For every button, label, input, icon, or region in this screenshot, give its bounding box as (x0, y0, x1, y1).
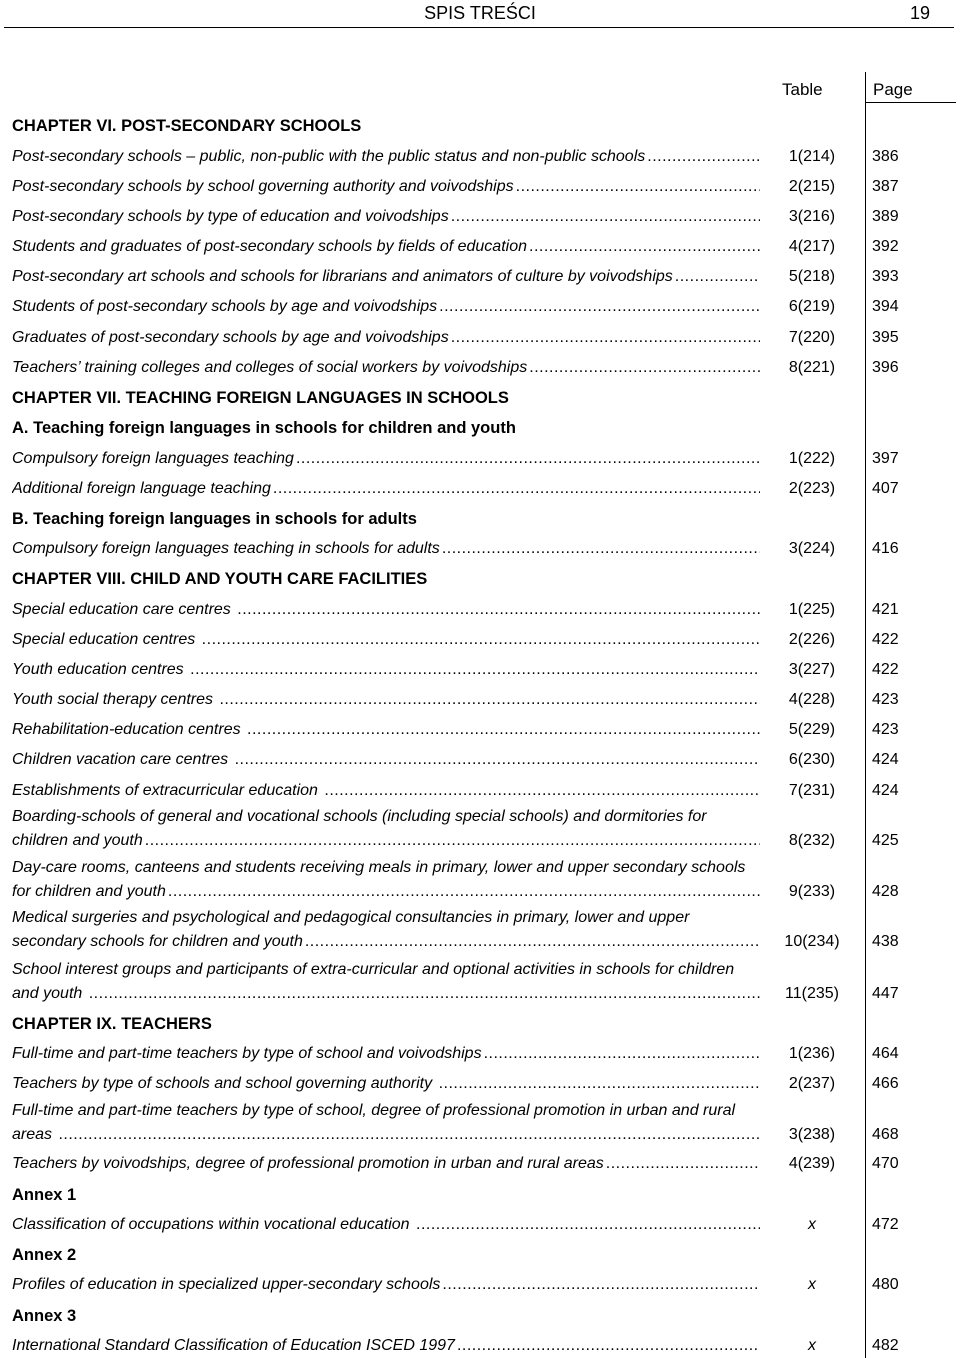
dot-leader (442, 540, 760, 557)
dot-leader (273, 480, 760, 497)
toc-entry-title (12, 718, 760, 742)
toc-entry-page-number: 394 (872, 298, 899, 315)
toc-entry-page-number: 424 (872, 782, 899, 799)
toc-entry-title (12, 145, 760, 169)
toc-entry-title (12, 356, 760, 380)
column-divider (865, 72, 866, 1358)
toc-entry-title (12, 1099, 760, 1147)
toc-entry-title (12, 235, 760, 259)
dot-leader (237, 601, 760, 618)
dot-leader (324, 782, 760, 799)
section-heading (12, 1012, 960, 1036)
toc-entry-title-line2 (12, 930, 760, 954)
toc-entry-page-number: 422 (872, 661, 899, 678)
toc-entry-table-number: 10(234) (784, 933, 840, 950)
toc-entry-title-line1: Medical surgeries and psychological and pedagogical consultancies in primary, lower and upper (12, 909, 690, 926)
toc-entry-title (12, 958, 760, 1006)
toc-entry-table-number: x (808, 1337, 816, 1354)
toc-entry-title (12, 1213, 760, 1237)
dot-leader (89, 985, 760, 1002)
section-heading-text: CHAPTER VI. POST-SECONDARY SCHOOLS (12, 117, 362, 135)
section-heading (12, 507, 960, 531)
dot-leader (529, 359, 760, 376)
dot-leader (451, 208, 760, 225)
toc-entry-title-line2 (12, 880, 760, 904)
toc-entry-table-number: 3(224) (788, 540, 836, 557)
toc-entry-page-number: 425 (872, 832, 899, 849)
toc-entry-title (12, 906, 760, 954)
toc-entry-title (12, 537, 760, 561)
section-heading-text: CHAPTER VIII. CHILD AND YOUTH CARE FACILITIES (12, 570, 428, 588)
section-heading-text: Annex 1 (12, 1186, 77, 1204)
toc-entry-title-text: Compulsory foreign languages teaching in schools for adults (12, 540, 440, 557)
dot-leader (451, 329, 760, 346)
toc-entry-title-text: Youth education centres (12, 661, 189, 678)
dot-leader (202, 631, 760, 648)
toc-entry-page-number: 472 (872, 1216, 899, 1233)
dot-leader (647, 148, 760, 165)
toc-entry-title-line1: Boarding-schools of general and vocational schools (including special schools) and dormitories for (12, 808, 707, 825)
toc-entry-title-text: Post-secondary schools by type of education and voivodships (12, 208, 449, 225)
toc-entry-table-number: 2(223) (788, 480, 836, 497)
section-heading (12, 386, 960, 410)
toc-entry-page-number: 424 (872, 751, 899, 768)
toc-entry-title (12, 779, 760, 803)
toc-entry-title (12, 477, 760, 501)
section-heading-text: Annex 3 (12, 1307, 77, 1325)
toc-entry-title (12, 1152, 760, 1176)
toc-entry-table-number: 3(216) (788, 208, 836, 225)
toc-entry-title (12, 598, 760, 622)
toc-entry-page-number: 396 (872, 359, 899, 376)
dot-leader (168, 883, 760, 900)
dot-leader (247, 721, 760, 738)
dot-leader (484, 1045, 760, 1062)
toc-entry-table-number: 8(232) (788, 832, 836, 849)
dot-leader (439, 298, 760, 315)
toc-entry-table-number: 2(215) (788, 178, 836, 195)
dot-leader (442, 1276, 760, 1293)
column-header-table: Table (782, 80, 823, 99)
toc-entry-title-text: Post-secondary schools by school governing authority and voivodships (12, 178, 514, 195)
toc-entry-title-text: Rehabilitation-education centres (12, 721, 246, 738)
toc-entry-title-text: Establishments of extracurricular education (12, 782, 323, 799)
toc-entry-title-text: Profiles of education in specialized upper-secondary schools (12, 1276, 441, 1293)
toc-entry-page-number: 397 (872, 450, 899, 467)
toc-entry-table-number: x (808, 1216, 816, 1233)
page-header (0, 0, 960, 28)
toc-entry-title-text: Teachers by type of schools and school governing authority (12, 1075, 437, 1092)
toc-entry-title (12, 295, 760, 319)
toc-entry-table-number: 3(238) (788, 1126, 836, 1143)
dot-leader (219, 691, 760, 708)
dot-leader (439, 1075, 760, 1092)
toc-entry-title (12, 175, 760, 199)
dot-leader (675, 268, 760, 285)
dot-leader (457, 1337, 760, 1354)
toc-entry-page-number: 421 (872, 601, 899, 618)
toc-entry-page-number: 482 (872, 1337, 899, 1354)
toc-entry-title-text: Special education centres (12, 631, 200, 648)
toc-entry-page-number: 466 (872, 1075, 899, 1092)
toc-entry-table-number: 3(227) (788, 661, 836, 678)
toc-entry-title-text: Special education care centres (12, 601, 236, 618)
toc-entry-title-line2 (12, 1123, 760, 1147)
column-header-rule (866, 102, 956, 103)
dot-leader (606, 1155, 760, 1172)
dot-leader (516, 178, 760, 195)
section-heading (12, 1183, 960, 1207)
toc-entry-title-text: Youth social therapy centres (12, 691, 218, 708)
toc-entry-table-number: 6(230) (788, 751, 836, 768)
toc-entry-title (12, 748, 760, 772)
toc-entry-table-number: 4(217) (788, 238, 836, 255)
dot-leader (190, 661, 760, 678)
section-heading (12, 416, 960, 440)
page-number: 19 (909, 3, 930, 23)
toc-entry-title-line1: Day-care rooms, canteens and students receiving meals in primary, lower and upper secondary schools (12, 859, 746, 876)
toc-entry-title-text: secondary schools for children and youth (12, 933, 303, 950)
toc-entry-table-number: 1(236) (788, 1045, 836, 1062)
toc-entry-title-line2 (12, 982, 760, 1006)
dot-leader (145, 832, 760, 849)
toc-entry-page-number: 428 (872, 883, 899, 900)
toc-entry-title (12, 856, 760, 904)
toc-entry-title-text: Post-secondary schools – public, non-public with the public status and non-public schools (12, 148, 646, 165)
toc-entry-page-number: 470 (872, 1155, 899, 1172)
toc-entry-table-number: 1(222) (788, 450, 836, 467)
header-rule (4, 27, 954, 28)
toc-entry-title (12, 658, 760, 682)
toc-entry-title-text: areas (12, 1126, 57, 1143)
toc-entry-title (12, 688, 760, 712)
toc-entry-title (12, 1334, 760, 1358)
toc-entry-title-text: Post-secondary art schools and schools for librarians and animators of culture by voivodships (12, 268, 673, 285)
toc-entry-page-number: 422 (872, 631, 899, 648)
section-heading (12, 114, 960, 138)
toc-entry-table-number: 7(231) (788, 782, 836, 799)
toc-entry-page-number: 480 (872, 1276, 899, 1293)
toc-entry-page-number: 393 (872, 268, 899, 285)
toc-entry-title-text: Additional foreign language teaching (12, 480, 271, 497)
section-heading-text: Annex 2 (12, 1246, 77, 1264)
toc-entry-page-number: 392 (872, 238, 899, 255)
section-heading (12, 567, 960, 591)
toc-entry-title (12, 1042, 760, 1066)
toc-entry-table-number: 9(233) (788, 883, 836, 900)
toc-entry-page-number: 386 (872, 148, 899, 165)
section-heading-text: B. Teaching foreign languages in schools for adults (12, 510, 417, 528)
section-heading (12, 1243, 960, 1267)
toc-entry-page-number: 423 (872, 721, 899, 738)
toc-entry-title-text: Classification of occupations within vocational education (12, 1216, 415, 1233)
toc-entry-title-text: Students of post-secondary schools by age and voivodships (12, 298, 438, 315)
toc-entry-title-text: Children vacation care centres (12, 751, 233, 768)
section-heading-text: CHAPTER IX. TEACHERS (12, 1015, 212, 1033)
page-header-title: SPIS TREŚCI (424, 3, 536, 23)
toc-entry-title (12, 447, 760, 471)
toc-entry-page-number: 438 (872, 933, 899, 950)
toc-entry-title (12, 265, 760, 289)
toc-entry-title-line1: Full-time and part-time teachers by type of school, degree of professional promotion in urban and rural (12, 1102, 736, 1119)
toc-entry-title (12, 1072, 760, 1096)
toc-entry-table-number: 4(228) (788, 691, 836, 708)
toc-entry-table-number: 5(218) (788, 268, 836, 285)
toc-entry-title (12, 805, 760, 853)
toc-entry-table-number: 1(225) (788, 601, 836, 618)
toc-entry-page-number: 447 (872, 985, 899, 1002)
toc-entry-table-number: 2(237) (788, 1075, 836, 1092)
section-heading-text: A. Teaching foreign languages in schools for children and youth (12, 419, 516, 437)
toc-entry-table-number: 5(229) (788, 721, 836, 738)
toc-entry-title-text: Students and graduates of post-secondary schools by fields of education (12, 238, 527, 255)
toc-entry-page-number: 395 (872, 329, 899, 346)
toc-entry-page-number: 423 (872, 691, 899, 708)
toc-entry-page-number: 407 (872, 480, 899, 497)
toc-entry-title-text: for children and youth (12, 883, 166, 900)
toc-entry-title-text: Compulsory foreign languages teaching (12, 450, 294, 467)
toc-entry-table-number: x (808, 1276, 816, 1293)
toc-entry-title-text: Teachers’ training colleges and colleges of social workers by voivodships (12, 359, 528, 376)
toc-entry-title-text: children and youth (12, 832, 143, 849)
toc-entry-table-number: 4(239) (788, 1155, 836, 1172)
toc-entry-page-number: 389 (872, 208, 899, 225)
toc-entry-table-number: 1(214) (788, 148, 836, 165)
toc-entry-table-number: 8(221) (788, 359, 836, 376)
toc-entry-title (12, 205, 760, 229)
toc-entry-title (12, 628, 760, 652)
dot-leader (235, 751, 760, 768)
toc-entry-title-text: Graduates of post-secondary schools by age and voivodships (12, 329, 449, 346)
toc-entry-page-number: 416 (872, 540, 899, 557)
toc-entry-title-text: Teachers by voivodships, degree of professional promotion in urban and rural areas (12, 1155, 604, 1172)
toc-entry-table-number: 7(220) (788, 329, 836, 346)
dot-leader (305, 933, 760, 950)
toc-entry-table-number: 6(219) (788, 298, 836, 315)
column-header-page: Page (873, 80, 913, 99)
toc-entry-title-text: and youth (12, 985, 87, 1002)
dot-leader (296, 450, 760, 467)
dot-leader (416, 1216, 760, 1233)
dot-leader (58, 1126, 760, 1143)
toc-entry-title-line1: School interest groups and participants of extra-curricular and optional activities in schools for children (12, 961, 735, 978)
toc-entry-page-number: 464 (872, 1045, 899, 1062)
toc-entry-title-text: Full-time and part-time teachers by type of school and voivodships (12, 1045, 482, 1062)
toc-entry-page-number: 387 (872, 178, 899, 195)
section-heading-text: CHAPTER VII. TEACHING FOREIGN LANGUAGES IN SCHOOLS (12, 389, 509, 407)
toc-entry-page-number: 468 (872, 1126, 899, 1143)
dot-leader (529, 238, 760, 255)
toc-entry-title (12, 326, 760, 350)
toc-entry-table-number: 11(235) (785, 985, 839, 1002)
toc-entry-title (12, 1273, 760, 1297)
toc-entry-title-text: International Standard Classification of Education ISCED 1997 (12, 1337, 455, 1354)
toc-entry-title-line2 (12, 829, 760, 853)
section-heading (12, 1304, 960, 1328)
toc-entry-table-number: 2(226) (788, 631, 836, 648)
